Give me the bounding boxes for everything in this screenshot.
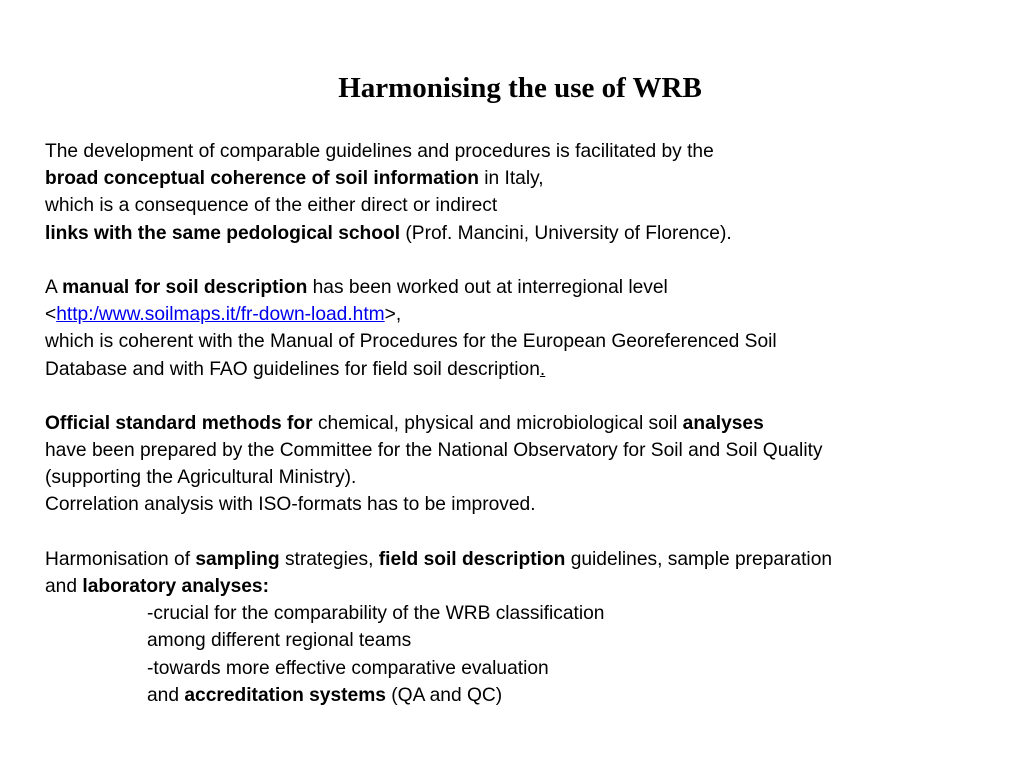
- text: A: [45, 276, 63, 298]
- paragraph-4-line-3: [45, 600, 1015, 627]
- text: (QA and QC): [385, 684, 503, 706]
- paragraph-4-line-4: [45, 627, 1015, 654]
- paragraph-3-line-1: [45, 410, 1015, 437]
- text: -towards more effective comparative evaluation: [147, 657, 549, 679]
- bold-text: field soil description: [378, 548, 566, 570]
- text: has been worked out at interregional level: [307, 276, 668, 298]
- paragraph-4-line-2: [45, 573, 1015, 600]
- bold-text: broad conceptual coherence of soil information: [45, 168, 479, 190]
- bold-text: Official standard methods for: [45, 412, 313, 434]
- bold-text: laboratory analyses:: [82, 576, 269, 597]
- text: Database and with FAO guidelines for field soil description: [45, 358, 540, 380]
- text: <: [45, 304, 57, 326]
- text: and: [45, 576, 83, 597]
- slide-title: Harmonising the use of WRB: [338, 72, 702, 104]
- paragraph-4-line-1: [45, 546, 1015, 573]
- text: (Prof. Mancini, University of Florence).: [400, 222, 732, 244]
- paragraph-2-line-4: [45, 356, 1015, 383]
- text: strategies,: [279, 548, 379, 570]
- paragraph-2-line-3: [45, 328, 1015, 355]
- text: which is a consequence of the either direct or indirect: [45, 195, 498, 217]
- bold-text: accreditation systems: [184, 684, 386, 706]
- paragraph-4-line-5: [45, 655, 1015, 682]
- text: in Italy,: [478, 168, 544, 190]
- text: which is coherent with the Manual of Procedures for the European Georeferenced Soil: [45, 331, 777, 353]
- paragraph-3-line-4: [45, 491, 1015, 518]
- slide-body: [45, 138, 1015, 709]
- text: Correlation analysis with ISO-formats has to be improved.: [45, 494, 536, 516]
- text: have been prepared by the Committee for the National Observatory for Soil and Soil Quality: [45, 440, 823, 462]
- underlined-period: .: [539, 358, 546, 380]
- text: and: [147, 684, 185, 706]
- paragraph-4-line-6: [45, 682, 1015, 709]
- text: (supporting the Agricultural Ministry).: [45, 467, 357, 489]
- bold-text: analyses: [682, 412, 764, 434]
- bold-text: links with the same pedological school: [45, 222, 401, 244]
- text: guidelines, sample preparation: [565, 548, 833, 570]
- paragraph-gap: [45, 247, 1015, 274]
- text: chemical, physical and microbiological soil: [312, 412, 683, 434]
- paragraph-gap: [45, 519, 1015, 546]
- text: Harmonisation of: [45, 548, 196, 570]
- soilmaps-link[interactable]: http:/www.soilmaps.it/fr-down-load.htm: [56, 304, 385, 326]
- text: -crucial for the comparability of the WRB classification: [147, 603, 605, 625]
- paragraph-1-line-1: [45, 138, 1015, 165]
- paragraph-gap: [45, 383, 1015, 410]
- paragraph-1-line-2: [45, 165, 1015, 192]
- paragraph-3-line-3: [45, 464, 1015, 491]
- paragraph-2-line-2: [45, 301, 1015, 328]
- paragraph-1-line-4: [45, 220, 1015, 247]
- bold-text: sampling: [195, 548, 280, 570]
- text: >,: [384, 304, 402, 326]
- paragraph-2-line-1: [45, 274, 1015, 301]
- text: The development of comparable guidelines and procedures is facilitated by the: [45, 141, 714, 162]
- text: among different regional teams: [147, 630, 412, 652]
- paragraph-1-line-3: [45, 192, 1015, 219]
- paragraph-3-line-2: [45, 437, 1015, 464]
- bold-text: manual for soil description: [62, 276, 308, 298]
